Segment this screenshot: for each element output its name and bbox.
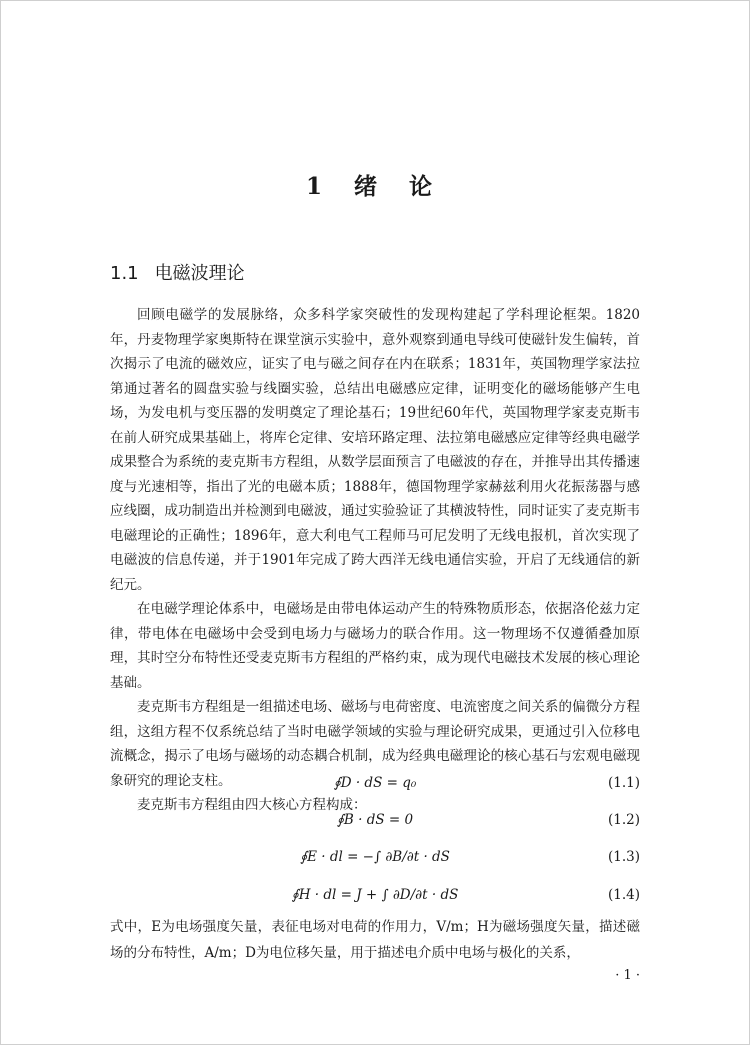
page-number: · 1 ·: [615, 968, 640, 983]
paragraph-intro-equations: 麦克斯韦方程组由四大核心方程构成：: [137, 797, 367, 813]
equation-3: [110, 845, 640, 873]
equation-tag: (1.2): [607, 812, 640, 828]
definitions-text: [110, 914, 640, 966]
section-title: 电磁波理论: [154, 263, 245, 284]
equation-tag: (1.4): [607, 887, 640, 903]
equation-formula: ∮H · dl = J + ∫ ∂D/∂t · dS: [291, 887, 459, 903]
chapter-title: 1 绪 论: [305, 173, 445, 200]
paragraph-field: 在电磁学理论体系中，电磁场是由带电体运动产生的特殊物质形态，依据洛伦兹力定律，带电体在电磁场中会受到电场力与磁场力的联合作用。这一物理场不仅遵循叠加原理，其时空分布特性还受麦克斯韦方程组的严格约束，成为现代电磁技术发展的核心理论基础。: [110, 601, 640, 691]
paragraph-maxwell: 麦克斯韦方程组是一组描述电场、磁场与电荷密度、电流密度之间关系的偏微分方程组，这组方程不仅系统总结了当时电磁学领域的实验与理论研究成果，更通过引入位移电流概念，揭示了电场与磁场的动态耦合机制，成为经典电磁理论的核心基石与宏观电磁现象研究的理论支柱。: [110, 699, 640, 789]
paragraph-history: 回顾电磁学的发展脉络，众多科学家突破性的发现构建起了学科理论框架。1820年，丹麦物理学家奥斯特在课堂演示实验中，意外观察到通电导线可使磁针发生偏转，首次揭示了电流的磁效应，证实了电与磁之间存在内在联系；1831年，英国物理学家法拉第通过著名的圆盘实验与线圈实验，总结出电磁感应定律，证明变化的磁场能够产生电场，为发电机与变压器的发明奠定了理论基石；19世纪60年代，英国物理学家麦克斯韦在前人研究成果基础上，将库仑定律、安培环路定理、法拉第电磁感应定律等经典电磁学成果整合为系统的麦克斯韦方程组，从数学层面预言了电磁波的存在，并推导出其传播速度与光速相等，指出了光的电磁本质；1888年，德国物理学家赫兹利用火花振荡器与感应线圈，成功制造出并检测到电磁波，通过实验验证了其横波特性，同时证实了麦克斯韦电磁理论的正确性；1896年，意大利电气工程师马可尼发明了无线电报机，首次实现了电磁波的信息传递，并于1901年完成了跨大西洋无线电通信实验，开启了无线通信的新纪元。: [110, 307, 640, 593]
equation-formula: ∮B · dS = 0: [336, 812, 414, 828]
equation-2: [110, 808, 640, 836]
equation-tag: (1.3): [607, 849, 640, 865]
body-text: [110, 303, 640, 818]
equation-tag: (1.1): [607, 775, 640, 791]
equation-4: [110, 883, 640, 911]
equation-1: [110, 771, 640, 799]
section-heading: [110, 259, 245, 285]
equation-formula: ∮D · dS = q₀: [333, 775, 417, 791]
paragraph-definitions: 式中，E为电场强度矢量，表征电场对电荷的作用力，V/m；H为磁场强度矢量，描述磁场的分布特性，A/m；D为电位移矢量，用于描述电介质中电场与极化的关系，: [110, 919, 640, 961]
section-number: 1.1: [110, 263, 139, 284]
equation-formula: ∮E · dl = −∫ ∂B/∂t · dS: [300, 849, 450, 865]
